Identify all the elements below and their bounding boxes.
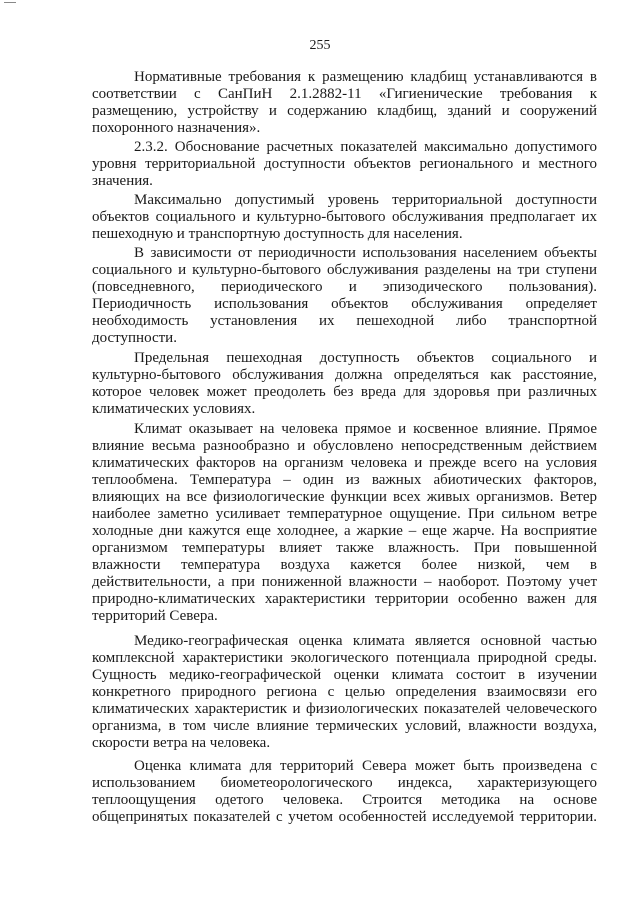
text-line: общепринятых показателей с учетом особенностей исследуемой территории. [92, 809, 597, 825]
text-line: использованием биометеорологического индекса, характеризующего [92, 775, 597, 791]
paragraph-burial-requirements [92, 69, 597, 137]
text-line: Максимально допустимый уровень территориальной доступности [134, 192, 597, 208]
text-line: которое человек может преодолеть без вреда для здоровья при различных [92, 384, 597, 400]
text-line: доступности. [92, 330, 177, 346]
text-line: климатических условиях. [92, 401, 256, 417]
text-line: (повседневного, периодического и эпизодического пользования). [92, 279, 597, 295]
paragraph-max-accessibility [92, 192, 597, 243]
text-line: климатических характеристик и физиологических показателей человеческого [92, 701, 597, 717]
paragraph-climate-assessment-method [92, 758, 597, 826]
text-line: конкретного природного региона с целью определения взаимосвязи его [92, 684, 597, 700]
paragraph-climate-influence [92, 421, 597, 625]
text-line: территорий Севера. [92, 608, 218, 624]
text-line: социального и культурно-бытового обслуживания разделены на три ступени [92, 262, 597, 278]
text-line: 2.3.2. Обоснование расчетных показателей максимально допустимого [134, 139, 597, 155]
text-line: Нормативные требования к размещению кладбищ устанавливаются в [134, 69, 597, 85]
text-line: влияние весьма разнообразно и обусловлено непосредственным действием [92, 438, 597, 454]
text-line: теплообмена. Температура – один из важных абиотических факторов, [92, 472, 597, 488]
text-line: уровня территориальной доступности объектов регионального и местного [92, 156, 597, 172]
text-line: теплоощущения одетого человека. Строится методика на основе [92, 792, 597, 808]
text-line: Климат оказывает на человека прямое и косвенное влияние. Прямое [134, 421, 597, 437]
text-line: значения. [92, 173, 153, 189]
text-line: Оценка климата для территорий Севера может быть произведена с [134, 758, 597, 774]
text-line: необходимость установления их пешеходной либо транспортной [92, 313, 597, 329]
paragraph-medical-geographic-assessment [92, 633, 597, 752]
text-line: скорости ветра на человека. [92, 735, 271, 751]
text-line: соответствии с СанПиН 2.1.2882-11 «Гигиенические требования к [92, 86, 597, 102]
paragraph-usage-periodicity [92, 245, 597, 347]
text-line: действительности, а при пониженной влажности – наоборот. Поэтому учет [92, 574, 597, 590]
text-line: влажности температура воздуха кажется более низкой, чем в [92, 557, 597, 573]
text-line: природно-климатических характеристики территории особенно важен для [92, 591, 597, 607]
text-line: холодные дни кажутся еще холоднее, а жаркие – еще жарче. На восприятие [92, 523, 597, 539]
text-line: влияющих на все физиологические функции всех живых организмов. Ветер [92, 489, 597, 505]
text-line: Сущность медико-географической оценки климата состоит в изучении [92, 667, 597, 683]
text-line: Предельная пешеходная доступность объектов социального и [134, 350, 597, 366]
section-heading-2-3-2 [92, 139, 597, 190]
text-line: В зависимости от периодичности использования населением объекты [134, 245, 597, 261]
page-number: 255 [309, 38, 331, 53]
text-line: наиболее заметно усиливает температурное ощущение. При сильном ветре [92, 506, 597, 522]
text-line: климатических факторов на организм человека и прежде всего на условия [92, 455, 597, 471]
text-line: похоронного назначения». [92, 120, 261, 136]
text-line: Медико-географическая оценка климата является основной частью [134, 633, 597, 649]
corner-mark [4, 2, 16, 7]
text-line: пешеходную и транспортную доступность для населения. [92, 226, 463, 242]
paragraph-pedestrian-accessibility [92, 350, 597, 418]
text-line: размещению, устройству и содержанию кладбищ, зданий и сооружений [92, 103, 597, 119]
text-line: организма, в том числе влияние термических условий, влажности воздуха, [92, 718, 597, 734]
text-line: организмом температуры влияет также влажность. При повышенной [92, 540, 597, 556]
text-line: объектов социального и культурно-бытового обслуживания предполагает их [92, 209, 597, 225]
text-line: культурно-бытового обслуживания должна определяться как расстояние, [92, 367, 597, 383]
text-line: Периодичность использования объектов обслуживания определяет [92, 296, 597, 312]
text-line: комплексной характеристики экологического потенциала природной среды. [92, 650, 597, 666]
